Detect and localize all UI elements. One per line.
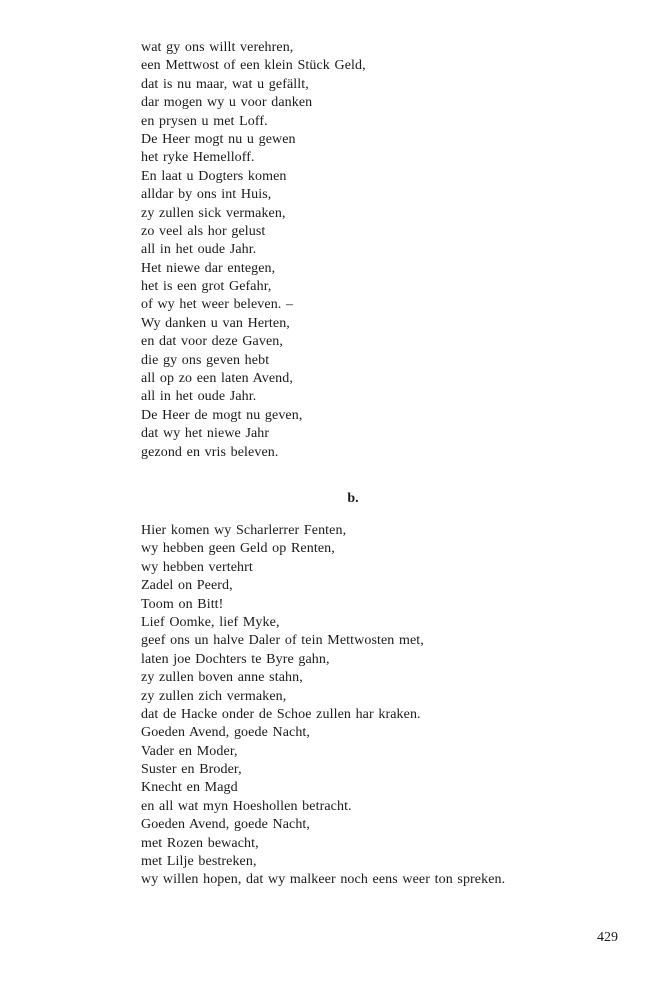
poem-line: wy willen hopen, dat wy malkeer noch eens weer ton spreken. xyxy=(141,872,506,888)
poem-line: Suster en Broder, xyxy=(141,762,242,778)
poem-line: en dat voor deze Gaven, xyxy=(141,334,283,350)
poem-line: dar mogen wy u voor danken xyxy=(141,95,313,111)
poem-line: geef ons un halve Daler of tein Mettwosten met, xyxy=(141,633,424,649)
poem-line: gezond en vris beleven. xyxy=(141,444,279,460)
poem-line: zy zullen boven anne stahn, xyxy=(141,670,303,686)
poem-line: wy hebben geen Geld op Renten, xyxy=(141,541,335,557)
poem-line: dat de Hacke onder de Schoe zullen har kraken. xyxy=(141,706,421,722)
poem-line: en prysen u met Loff. xyxy=(141,113,268,129)
poem-line: met Rozen bewacht, xyxy=(141,835,259,851)
poem-line: zy zullen zich vermaken, xyxy=(141,688,287,704)
poem-line: dat is nu maar, wat u gefällt, xyxy=(141,76,309,92)
poem-b xyxy=(141,522,505,890)
poem-line: Vader en Moder, xyxy=(141,743,238,759)
poem-line: Hier komen wy Scharlerrer Fenten, xyxy=(141,523,347,538)
poem-line: De Heer mogt nu u gewen xyxy=(141,131,296,147)
poem-a xyxy=(141,39,366,462)
poem-line: alldar by ons int Huis, xyxy=(141,187,272,203)
poem-line: het is een grot Gefahr, xyxy=(141,279,272,295)
poem-line: Het niewe dar entegen, xyxy=(141,260,276,276)
poem-line: laten joe Dochters te Byre gahn, xyxy=(141,651,330,667)
page-number: 429 xyxy=(597,930,618,945)
poem-line: Toom on Bitt! xyxy=(141,596,224,612)
poem-line: Goeden Avend, goede Nacht, xyxy=(141,725,311,741)
poem-line: zo veel als hor gelust xyxy=(141,223,266,239)
poem-line: dat wy het niewe Jahr xyxy=(141,426,270,442)
poem-line: Lief Oomke, lief Myke, xyxy=(141,614,280,630)
poem-line: all in het oude Jahr. xyxy=(141,242,257,258)
poem-line: Wy danken u van Herten, xyxy=(141,315,290,331)
poem-line: een Mettwost of een klein Stück Geld, xyxy=(141,58,366,74)
poem-line: of wy het weer beleven. – xyxy=(141,297,294,313)
poem-line: wy hebben vertehrt xyxy=(141,559,253,575)
poem-line: en all wat myn Hoeshollen betracht. xyxy=(141,798,352,814)
poem-line: wat gy ons willt verehren, xyxy=(141,40,294,55)
poem-line: het ryke Hemelloff. xyxy=(141,150,255,166)
poem-line: En laat u Dogters komen xyxy=(141,168,287,184)
poem-line: Knecht en Magd xyxy=(141,780,238,796)
poem-line: met Lilje bestreken, xyxy=(141,854,257,870)
poem-line: zy zullen sick vermaken, xyxy=(141,205,286,221)
poem-line: all op zo een laten Avend, xyxy=(141,371,293,387)
section-heading-b: b. xyxy=(347,491,359,506)
poem-line: Zadel on Peerd, xyxy=(141,578,233,594)
poem-line: Goeden Avend, goede Nacht, xyxy=(141,817,311,833)
poem-line: De Heer de mogt nu geven, xyxy=(141,407,303,423)
poem-line: die gy ons geven hebt xyxy=(141,352,270,368)
poem-line: all in het oude Jahr. xyxy=(141,389,257,405)
